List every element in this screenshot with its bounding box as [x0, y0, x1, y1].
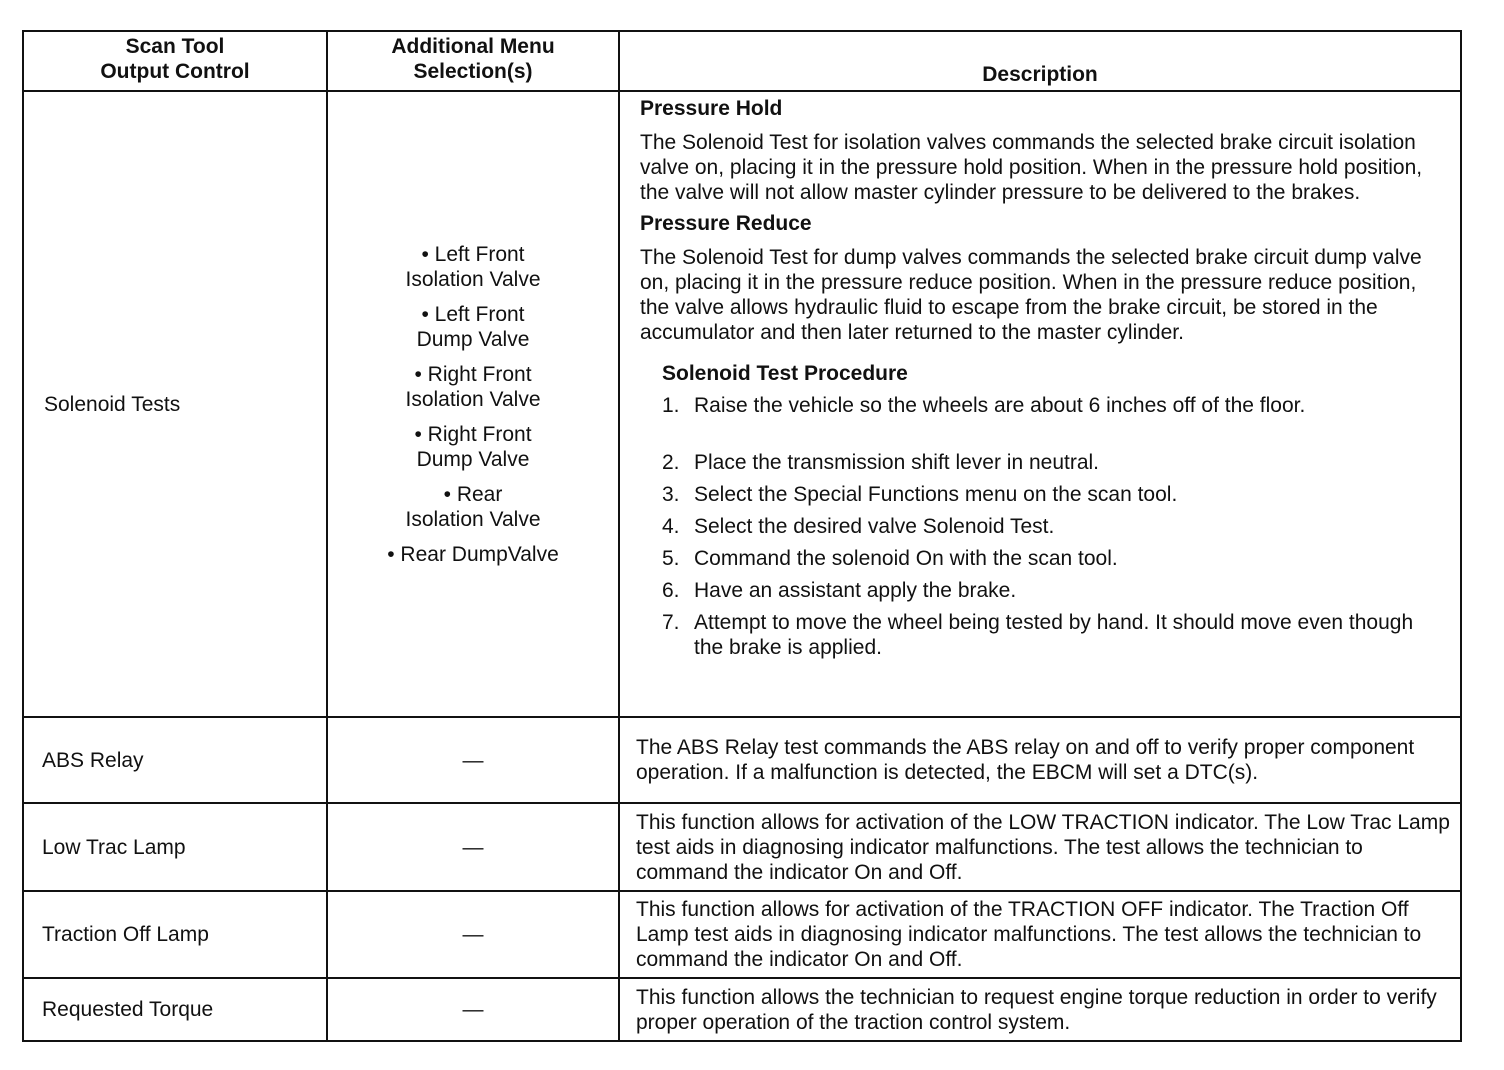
row-label: Traction Off Lamp — [42, 923, 209, 946]
row-traction-off-lamp-name — [42, 892, 326, 977]
dash: — — [462, 835, 484, 859]
row-requested-torque-name — [42, 979, 326, 1040]
border-top — [22, 30, 1462, 32]
header-description: Description — [982, 63, 1098, 86]
procedure-title: Solenoid Test Procedure — [662, 362, 908, 385]
header-line: Selection(s) — [413, 60, 533, 83]
row-abs-relay-name — [42, 718, 326, 802]
pressure-hold-title: Pressure Hold — [640, 97, 783, 120]
selection-item: • Left Front Dump Valve — [416, 303, 530, 351]
row-label: ABS Relay — [42, 748, 144, 772]
selection-item: • Rear Isolation Valve — [405, 483, 541, 531]
header-output-control — [24, 34, 326, 84]
row-label: Low Trac Lamp — [42, 835, 186, 859]
procedure-step: 5. Command the solenoid On with the scan tool. — [662, 547, 1118, 570]
procedure-step: 6. Have an assistant apply the brake. — [662, 579, 1017, 602]
header-menu-selections — [328, 34, 618, 84]
row-low-trac-lamp-name — [42, 804, 326, 890]
solenoid-selections — [328, 242, 618, 577]
selection-item: • Rear DumpValve — [387, 543, 559, 566]
row-traction-off-lamp-selection — [328, 892, 618, 977]
pressure-reduce-title: Pressure Reduce — [640, 212, 812, 235]
row-label: Requested Torque — [42, 998, 214, 1021]
procedure-step: 7. Attempt to move the wheel being tested by hand. It should move even though the brake is applied. — [662, 611, 1414, 659]
selection-item: • Right Front Dump Valve — [414, 423, 532, 471]
header-line: Scan Tool — [125, 35, 225, 58]
procedure-step: 1. Raise the vehicle so the wheels are about 6 inches off of the floor. — [662, 394, 1306, 417]
dash: — — [462, 923, 484, 946]
row-abs-relay-description: The ABS Relay test commands the ABS relay on and off to verify proper component operation. If a malfunction is detected, the EBCM will set a DTC(s). — [636, 736, 1415, 784]
border-left — [22, 30, 24, 1042]
column-divider — [618, 30, 620, 1042]
solenoid-tests-name — [44, 92, 326, 716]
procedure-step: 3. Select the Special Functions menu on the scan tool. — [662, 483, 1178, 506]
dash: — — [462, 748, 484, 772]
row-low-trac-lamp-description: This function allows for activation of the LOW TRACTION indicator. The Low Trac Lamp test aids in diagnosing indicator malfunctions. The test allows the technician to command the indicator On and Off. — [636, 810, 1450, 884]
solenoid-description — [640, 96, 1448, 660]
border-right — [1460, 30, 1462, 1042]
dash: — — [462, 998, 484, 1021]
procedure-step: 2. Place the transmission shift lever in neutral. — [662, 451, 1100, 474]
selection-item: • Right Front Isolation Valve — [405, 363, 541, 411]
output-control-table — [22, 30, 1462, 1042]
row-requested-torque-description: This function allows the technician to request engine torque reduction in order to verify proper operation of the traction control system. — [636, 985, 1437, 1034]
row-traction-off-lamp-description: This function allows for activation of the TRACTION OFF indicator. The Traction Off Lamp test aids in diagnosing indicator malfunctions. The test allows the technician to command the indicator On and Off. — [636, 898, 1422, 971]
row-low-trac-lamp-selection — [328, 804, 618, 890]
procedure — [640, 361, 1448, 660]
procedure-step: 4. Select the desired valve Solenoid Test. — [662, 515, 1055, 538]
pressure-hold-text: The Solenoid Test for isolation valves commands the selected brake circuit isolation valve on, placing it in the pressure hold position. When in the pressure hold position, the valve will not allow master cylinder pressure to be delivered to the brakes. — [640, 131, 1423, 204]
selection-item: • Left Front Isolation Valve — [405, 243, 541, 291]
pressure-reduce-text: The Solenoid Test for dump valves commands the selected brake circuit dump valve on, placing it in the pressure reduce position. When in the pressure reduce position, the valve allows hydraulic fluid to escape from the brake circuit, be stored in the accumulator and then later returned to the master cylinder. — [640, 246, 1422, 344]
border-bottom — [22, 1040, 1462, 1042]
header-line: Additional Menu — [391, 35, 555, 58]
row-abs-relay-selection — [328, 718, 618, 802]
header-line: Output Control — [100, 60, 250, 83]
row-label: Solenoid Tests — [44, 392, 181, 416]
row-requested-torque-selection — [328, 979, 618, 1040]
